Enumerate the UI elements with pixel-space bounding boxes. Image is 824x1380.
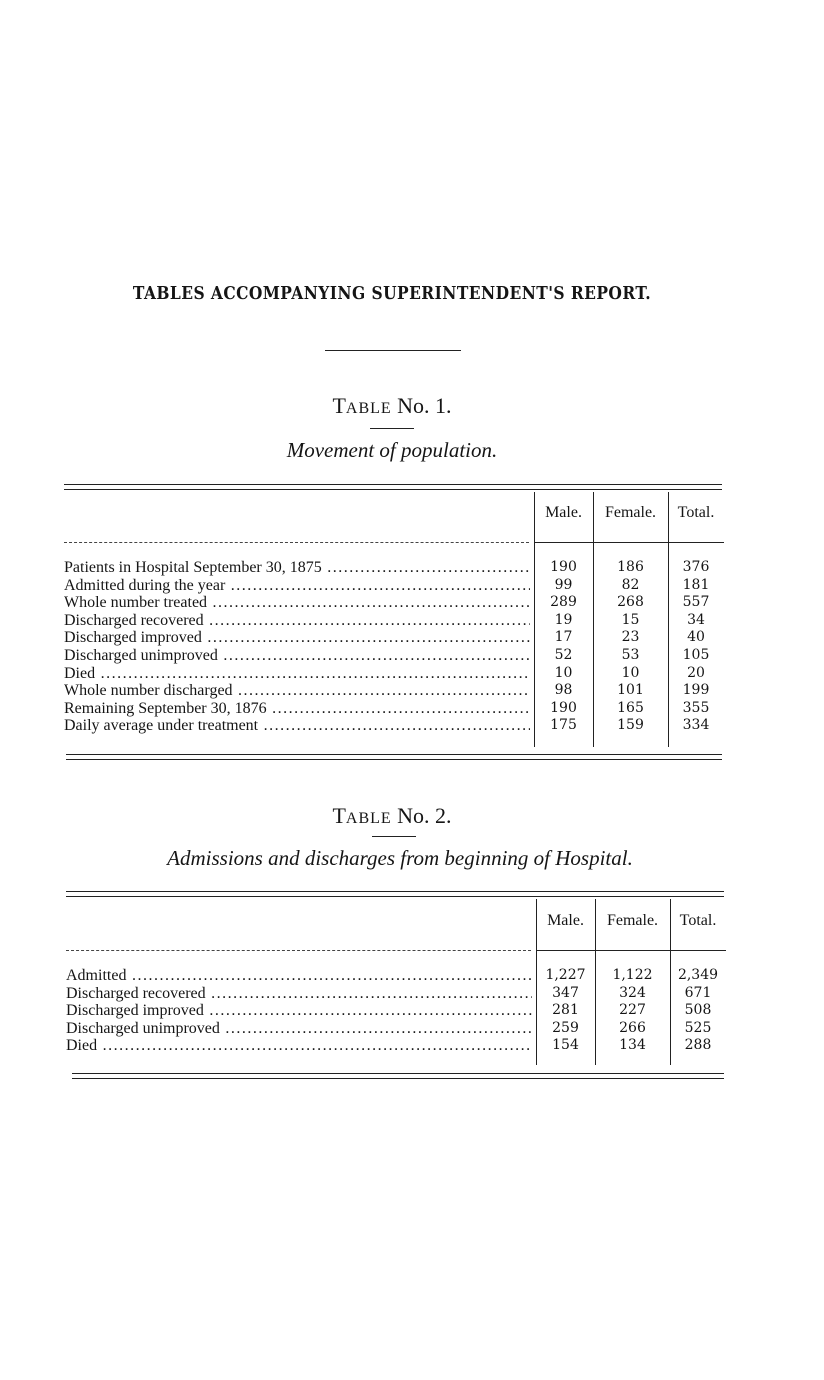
table-2-row-total: 508 xyxy=(684,1002,712,1019)
table-2-row-label: Discharged improved ..... xyxy=(66,1002,532,1020)
table-2-row-label: Died ..... xyxy=(66,1037,532,1055)
table-1-row xyxy=(64,700,724,718)
table-1-header-male: Male. xyxy=(545,504,582,521)
table-2-row xyxy=(66,967,726,985)
table-1-top-rule xyxy=(64,484,722,490)
table-1-header-rule-label xyxy=(64,542,529,543)
table-2-row-male: 347 xyxy=(552,984,579,1001)
table-1-row-label: Remaining September 30, 1876 ..... xyxy=(64,700,530,718)
table-2-bottom-rule xyxy=(72,1073,724,1079)
table-2-row-male: 154 xyxy=(552,1037,579,1054)
table-1-row-total: 20 xyxy=(687,664,705,681)
table-2-caption-smallcaps: ABLE xyxy=(345,810,392,827)
table-1-bottom-rule xyxy=(66,754,722,760)
table-1-row-total: 40 xyxy=(687,629,705,646)
table-2-header-female: Female. xyxy=(606,912,659,929)
table-2-row-male: 281 xyxy=(552,1002,579,1019)
table-1-row-male: 289 xyxy=(550,594,577,611)
table-1-row xyxy=(64,612,724,630)
table-1-row-label: Patients in Hospital September 30, 1875 ..... xyxy=(64,559,530,577)
table-2-row-female: 134 xyxy=(619,1037,646,1054)
table-2-row-female: 1,122 xyxy=(612,967,653,983)
table-2-header-rule-numbers xyxy=(536,950,726,951)
table-2-header-male: Male. xyxy=(547,912,584,929)
table-2-caption xyxy=(0,803,784,829)
table-1-row-label: Admitted during the year ..... xyxy=(64,577,530,595)
table-1-row-label: Daily average under treatment ..... xyxy=(64,717,530,735)
table-1-row-label: Died ..... xyxy=(64,665,530,683)
table-2-top-rule xyxy=(66,891,724,897)
table-1-row-label: Discharged improved ..... xyxy=(64,629,530,647)
table-2-header-rule-label xyxy=(66,950,531,951)
table-1-row-label: Whole number treated ..... xyxy=(64,594,530,612)
table-1-row xyxy=(64,594,724,612)
table-2-row xyxy=(66,985,726,1003)
table-1-row-male: 19 xyxy=(554,611,573,628)
table-1-row-female: 159 xyxy=(617,717,644,734)
table-1 xyxy=(64,492,724,752)
table-2-row-total: 288 xyxy=(684,1037,712,1054)
table-2-header-total: Total. xyxy=(679,912,717,929)
table-2-row-female: 266 xyxy=(619,1019,646,1036)
table-1-row-female: 186 xyxy=(617,559,644,575)
table-1-row-total: 355 xyxy=(682,699,710,716)
table-1-row-label: Discharged unimproved ..... xyxy=(64,647,530,665)
table-2-row xyxy=(66,1037,726,1055)
table-2-caption-rule xyxy=(372,836,416,837)
table-1-row-total: 105 xyxy=(682,647,710,663)
table-2-row-male: 259 xyxy=(552,1019,579,1036)
table-2-caption-number: No. 2. xyxy=(397,803,452,828)
table-1-row-total: 376 xyxy=(682,559,710,575)
table-1-row xyxy=(64,665,724,683)
table-1-row-female: 10 xyxy=(621,664,640,681)
table-2-row-label: Discharged unimproved ..... xyxy=(66,1020,532,1038)
table-1-row xyxy=(64,682,724,700)
table-1-row-total: 334 xyxy=(682,717,710,734)
table-1-row-label: Whole number discharged ..... xyxy=(64,682,530,700)
table-1-subtitle: Movement of population. xyxy=(286,438,498,462)
table-1-caption-rule xyxy=(370,428,414,429)
table-2-row-total: 2,349 xyxy=(677,967,719,983)
table-2-row-female: 227 xyxy=(619,1002,646,1019)
table-1-row xyxy=(64,629,724,647)
table-2-row-label: Admitted ..... xyxy=(66,967,532,985)
table-1-header-total: Total. xyxy=(677,504,715,521)
table-1-row-female: 23 xyxy=(621,629,640,646)
table-2-row xyxy=(66,1020,726,1038)
table-1-row-label: Discharged recovered ..... xyxy=(64,612,530,630)
table-1-row xyxy=(64,559,724,577)
table-1-row-male: 190 xyxy=(550,699,577,716)
table-1-row xyxy=(64,647,724,665)
table-1-row-female: 165 xyxy=(617,699,644,716)
table-2-subtitle: Admissions and discharges from beginning of Hospital. xyxy=(167,846,633,870)
table-2 xyxy=(66,899,726,1069)
table-1-row-female: 268 xyxy=(617,594,644,611)
table-1-row-female: 53 xyxy=(621,647,640,663)
table-2-row-male: 1,227 xyxy=(545,967,586,983)
table-1-row-male: 98 xyxy=(554,682,573,699)
table-1-row-female: 82 xyxy=(621,576,640,593)
table-1-row-female: 15 xyxy=(621,611,640,628)
table-1-row-male: 190 xyxy=(550,559,577,575)
table-1-row-female: 101 xyxy=(617,682,644,699)
table-2-row-female: 324 xyxy=(619,984,646,1001)
table-1-header-female: Female. xyxy=(604,504,657,521)
table-1-row-male: 10 xyxy=(554,664,573,681)
table-1-row-male: 52 xyxy=(554,647,573,663)
table-1-row-male: 17 xyxy=(554,629,573,646)
table-2-row-label: Discharged recovered ..... xyxy=(66,985,532,1003)
table-1-row-total: 557 xyxy=(682,594,710,611)
table-2-row-total: 671 xyxy=(684,984,712,1001)
table-1-row xyxy=(64,577,724,595)
table-1-row-male: 99 xyxy=(554,576,573,593)
table-1-header-rule-numbers xyxy=(534,542,724,543)
report-title: TABLES ACCOMPANYING SUPERINTENDENT'S REPORT. xyxy=(132,283,652,304)
title-divider xyxy=(325,350,461,351)
table-2-row-total: 525 xyxy=(684,1019,712,1036)
table-1-caption-number: No. 1. xyxy=(397,393,452,418)
table-1-row-total: 181 xyxy=(682,576,710,593)
table-1-row xyxy=(64,717,724,735)
table-1-caption-smallcaps: ABLE xyxy=(345,400,392,417)
table-2-caption-prefix: T xyxy=(332,803,346,828)
table-1-row-male: 175 xyxy=(550,717,577,734)
table-1-row-total: 34 xyxy=(687,611,705,628)
table-1-caption-prefix: T xyxy=(332,393,346,418)
table-1-row-total: 199 xyxy=(682,682,710,699)
table-2-row xyxy=(66,1002,726,1020)
table-1-caption xyxy=(0,393,784,419)
